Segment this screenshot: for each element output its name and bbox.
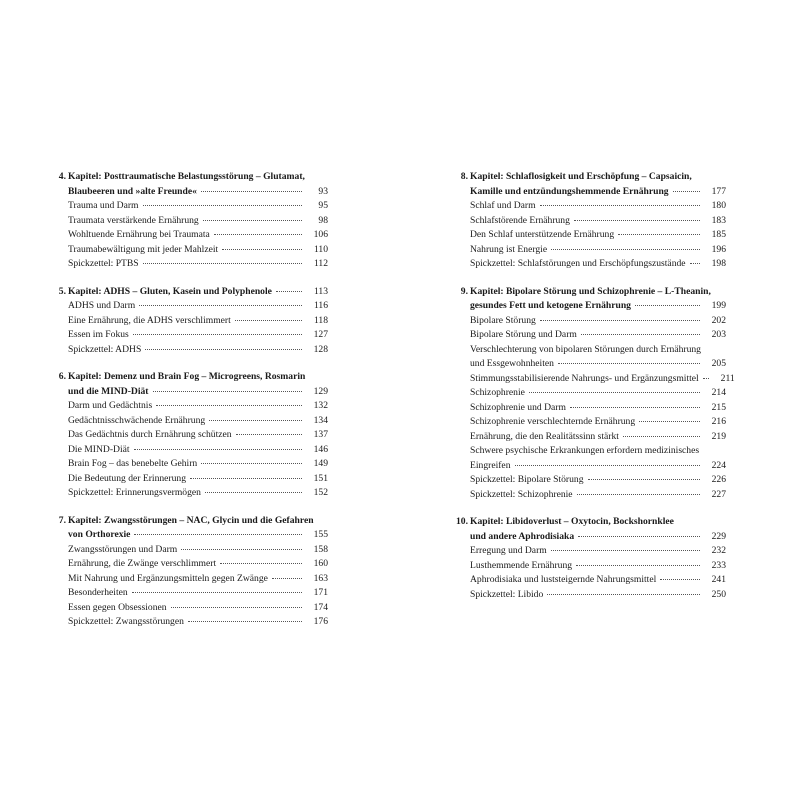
chapter-title: Kapitel: Schlaflosigkeit und Erschöpfung – Capsaicin, <box>470 171 692 182</box>
entry-title: Spickzettel: Schizophrenie <box>470 488 573 500</box>
toc-entry[interactable] <box>56 328 328 343</box>
toc-entry[interactable] <box>454 444 726 459</box>
toc-entry[interactable] <box>454 257 726 272</box>
page-number: 215 <box>711 401 726 413</box>
dot-leader <box>205 492 302 493</box>
toc-entry[interactable] <box>454 243 726 258</box>
page-number: 232 <box>711 545 726 556</box>
page-number: 250 <box>711 588 726 600</box>
toc-entry[interactable] <box>454 328 726 343</box>
page-number: 151 <box>313 472 328 484</box>
page-number: 219 <box>711 430 726 442</box>
chapter-heading-line[interactable] <box>56 528 328 543</box>
chapter-number: 5. <box>58 285 66 297</box>
entry-title: Zwangsstörungen und Darm <box>68 543 178 555</box>
dot-leader <box>133 334 302 335</box>
chapter-title: gesundes Fett und ketogene Ernährung <box>470 300 631 311</box>
toc-entry[interactable] <box>454 401 726 416</box>
dot-leader <box>132 592 302 593</box>
entry-title: Ernährung, die den Realitätssinn stärkt <box>470 430 619 442</box>
page-number: 176 <box>313 616 328 627</box>
entry-title: Schizophrenie verschlechternde Ernährung <box>470 416 636 427</box>
dot-leader <box>660 579 700 580</box>
dot-leader <box>236 434 302 435</box>
dot-leader <box>578 536 700 537</box>
dot-leader <box>576 565 700 566</box>
page-number: 229 <box>711 530 726 542</box>
toc-entry[interactable] <box>56 486 328 501</box>
toc-chapter <box>454 285 735 503</box>
entry-title: Erregung und Darm <box>470 545 547 556</box>
dot-leader <box>551 550 700 551</box>
page-number: 113 <box>313 285 328 297</box>
dot-leader <box>635 305 700 306</box>
page-number: 98 <box>318 214 328 226</box>
dot-leader <box>153 391 303 392</box>
chapter-title: Kamille und entzündungshemmende Ernährung <box>470 185 669 197</box>
dot-leader <box>690 263 700 264</box>
toc-entry[interactable] <box>454 588 726 603</box>
page-number: 116 <box>313 300 328 311</box>
entry-title: Nahrung ist Energie <box>470 243 548 255</box>
entry-title: Traumabewältigung mit jeder Mahlzeit <box>68 243 219 255</box>
chapter-number: 10. <box>456 516 468 527</box>
toc-chapter <box>56 170 328 272</box>
toc-entry[interactable] <box>454 573 726 588</box>
chapter-heading-line[interactable] <box>454 170 726 185</box>
page-number: 146 <box>313 443 328 455</box>
entry-title: Eingreifen <box>470 459 511 471</box>
dot-leader <box>551 249 700 250</box>
dot-leader <box>222 249 302 250</box>
page-number: 241 <box>711 574 726 585</box>
entry-title: Verschlechterung von bipolaren Störungen durch Ernährung <box>470 343 701 355</box>
page-number: 152 <box>313 487 328 498</box>
entry-title: Schizophrenie <box>470 387 525 398</box>
dot-leader <box>588 479 700 480</box>
chapter-heading-line[interactable] <box>454 515 726 530</box>
chapter-title: Kapitel: Demenz und Brain Fog – Microgreens, Rosmarin <box>68 371 306 382</box>
page-number: 177 <box>711 185 726 197</box>
toc-right-column <box>454 170 735 615</box>
page-number: 233 <box>711 559 726 571</box>
toc-entry[interactable] <box>454 372 735 387</box>
entry-title: Brain Fog – das benebelte Gehirn <box>68 458 198 469</box>
toc-entry[interactable] <box>56 228 328 243</box>
page-number: 128 <box>313 343 328 355</box>
page-number: 226 <box>711 474 726 485</box>
page-number: 106 <box>313 229 328 240</box>
page-number: 127 <box>313 329 328 340</box>
toc-entry[interactable] <box>56 601 328 616</box>
page-number: 110 <box>313 243 328 255</box>
toc-entry[interactable] <box>454 415 726 430</box>
chapter-number: 6. <box>58 371 66 382</box>
dot-leader <box>703 378 709 379</box>
page-number: 199 <box>711 300 726 311</box>
toc-chapter <box>56 514 328 630</box>
dot-leader <box>145 349 302 350</box>
chapter-heading-line[interactable] <box>56 385 328 400</box>
page-number: 95 <box>318 200 328 211</box>
chapter-number: 4. <box>58 171 66 182</box>
dot-leader <box>156 405 302 406</box>
entry-title: Schlafstörende Ernährung <box>470 214 570 226</box>
page-number: 180 <box>711 200 726 211</box>
dot-leader <box>570 407 700 408</box>
entry-title: und Essgewohnheiten <box>470 358 554 369</box>
chapter-number: 9. <box>460 285 468 297</box>
toc-entry[interactable] <box>56 586 328 601</box>
dot-leader <box>201 463 302 464</box>
dot-leader <box>209 420 302 421</box>
dot-leader <box>639 421 700 422</box>
page-number: 214 <box>711 387 726 398</box>
page-number: 198 <box>711 258 726 269</box>
entry-title: Schlaf und Darm <box>470 200 536 211</box>
entry-title: Die Bedeutung der Erinnerung <box>68 472 187 484</box>
dot-leader <box>540 320 700 321</box>
page-number: 205 <box>711 358 726 369</box>
entry-title: Essen gegen Obsessionen <box>68 601 167 613</box>
toc-entry[interactable] <box>56 443 328 458</box>
entry-title: Die MIND-Diät <box>68 443 130 455</box>
chapter-title: Kapitel: Zwangsstörungen – NAC, Glycin und die Gefahren <box>68 514 314 526</box>
toc-entry[interactable] <box>454 199 726 214</box>
chapter-heading-line[interactable] <box>56 370 328 385</box>
chapter-title: Blaubeeren und »alte Freunde« <box>68 185 197 197</box>
entry-title: Besonderheiten <box>68 587 128 598</box>
entry-title: Ernährung, die Zwänge verschlimmert <box>68 558 217 569</box>
entry-title: Bipolare Störung und Darm <box>470 329 577 340</box>
toc-entry[interactable] <box>56 214 328 229</box>
dot-leader <box>558 363 700 364</box>
dot-leader <box>201 191 302 192</box>
chapter-number: 8. <box>460 171 468 182</box>
dot-leader <box>214 234 302 235</box>
toc-entry[interactable] <box>454 386 726 401</box>
dot-leader <box>673 191 700 192</box>
toc-entry[interactable] <box>454 430 726 445</box>
entry-title: Spickzettel: Schlafstörungen und Erschöpfungszustände <box>470 258 686 269</box>
toc-entry[interactable] <box>454 544 726 559</box>
toc-entry[interactable] <box>454 343 726 358</box>
toc-entry[interactable] <box>56 472 328 487</box>
chapter-heading-line[interactable] <box>56 285 328 300</box>
dot-leader <box>203 220 302 221</box>
dot-leader <box>577 494 700 495</box>
chapter-title: Kapitel: Bipolare Störung und Schizophrenie – L-Theanin, <box>470 285 711 297</box>
toc-chapter <box>454 170 726 272</box>
dot-leader <box>529 392 700 393</box>
chapter-number: 7. <box>58 514 66 526</box>
chapter-heading-line[interactable] <box>454 285 726 300</box>
dot-leader <box>272 578 302 579</box>
page-number: 185 <box>711 229 726 240</box>
dot-leader <box>171 607 302 608</box>
toc-entry[interactable] <box>56 257 328 272</box>
page-number: 118 <box>313 314 328 326</box>
chapter-title: und die MIND-Diät <box>68 385 149 397</box>
dot-leader <box>547 594 700 595</box>
page-number: 137 <box>313 429 328 440</box>
page-number: 202 <box>711 314 726 326</box>
toc-entry[interactable] <box>454 214 726 229</box>
toc-entry[interactable] <box>56 343 328 358</box>
toc-chapter <box>454 515 726 602</box>
toc-entry[interactable] <box>56 428 328 443</box>
page-number: 163 <box>313 572 328 584</box>
chapter-heading-line[interactable] <box>454 299 726 314</box>
page-number: 129 <box>313 385 328 397</box>
page-number: 149 <box>313 458 328 469</box>
dot-leader <box>190 478 302 479</box>
page-number: 196 <box>711 243 726 255</box>
dot-leader <box>143 205 302 206</box>
toc-entry[interactable] <box>454 559 726 574</box>
entry-title: ADHS und Darm <box>68 300 136 311</box>
page-number: 134 <box>313 414 328 426</box>
toc-entry[interactable] <box>454 473 726 488</box>
dot-leader <box>581 334 700 335</box>
toc-left-column <box>56 170 328 643</box>
entry-title: Spickzettel: ADHS <box>68 343 142 355</box>
chapter-title: und andere Aphrodisiaka <box>470 530 575 542</box>
page-number: 216 <box>711 416 726 427</box>
dot-leader <box>181 549 302 550</box>
entry-title: Das Gedächtnis durch Ernährung schützen <box>68 429 232 440</box>
entry-title: Schizophrenie und Darm <box>470 401 566 413</box>
entry-title: Traumata verstärkende Ernährung <box>68 214 199 226</box>
toc-entry[interactable] <box>454 314 726 329</box>
page-number: 211 <box>720 372 735 384</box>
page-number: 132 <box>313 400 328 411</box>
entry-title: Den Schlaf unterstützende Ernährung <box>470 229 615 240</box>
page-number: 183 <box>711 214 726 226</box>
page-number: 160 <box>313 558 328 569</box>
entry-title: Bipolare Störung <box>470 314 536 326</box>
toc-entry[interactable] <box>56 572 328 587</box>
toc-entry[interactable] <box>56 243 328 258</box>
toc-entry[interactable] <box>56 199 328 214</box>
chapter-heading-line[interactable] <box>454 185 726 200</box>
chapter-heading-line[interactable] <box>454 530 726 545</box>
entry-title: Essen im Fokus <box>68 329 129 340</box>
page-number: 93 <box>318 185 328 197</box>
entry-title: Spickzettel: Erinnerungsvermögen <box>68 487 201 498</box>
chapter-title: von Orthorexie <box>68 529 131 540</box>
dot-leader <box>540 205 700 206</box>
entry-title: Wohltuende Ernährung bei Traumata <box>68 229 210 240</box>
toc-entry[interactable] <box>56 615 328 630</box>
toc-entry[interactable] <box>56 543 328 558</box>
toc-entry[interactable] <box>56 399 328 414</box>
dot-leader <box>574 220 700 221</box>
toc-entry[interactable] <box>454 459 726 474</box>
toc-entry[interactable] <box>56 557 328 572</box>
page-number: 203 <box>711 329 726 340</box>
dot-leader <box>143 263 302 264</box>
entry-title: Spickzettel: Libido <box>470 588 544 600</box>
page-number: 171 <box>313 587 328 598</box>
dot-leader <box>188 621 302 622</box>
page-number: 174 <box>313 601 328 613</box>
chapter-heading-line[interactable] <box>56 170 328 185</box>
chapter-title: Kapitel: ADHS – Gluten, Kasein und Polyphenole <box>68 285 272 297</box>
entry-title: Spickzettel: PTBS <box>68 258 139 269</box>
entry-title: Aphrodisiaka und luststeigernde Nahrungsmittel <box>470 574 657 585</box>
chapter-heading-line[interactable] <box>56 514 328 529</box>
entry-title: Spickzettel: Zwangsstörungen <box>68 616 184 627</box>
entry-title: Trauma und Darm <box>68 200 139 211</box>
dot-leader <box>134 534 302 535</box>
dot-leader <box>276 291 302 292</box>
entry-title: Gedächtnisschwächende Ernährung <box>68 414 206 426</box>
toc-entry[interactable] <box>56 299 328 314</box>
page-number: 158 <box>313 543 328 555</box>
toc-entry[interactable] <box>454 228 726 243</box>
dot-leader <box>134 449 302 450</box>
toc-entry[interactable] <box>56 314 328 329</box>
page-number: 224 <box>711 459 726 471</box>
dot-leader <box>618 234 700 235</box>
page-number: 227 <box>711 488 726 500</box>
dot-leader <box>235 320 302 321</box>
toc-chapter <box>56 370 328 501</box>
entry-title: Spickzettel: Bipolare Störung <box>470 474 584 485</box>
chapter-heading-line[interactable] <box>56 185 328 200</box>
toc-entry[interactable] <box>454 357 726 372</box>
entry-title: Darm und Gedächtnis <box>68 400 153 411</box>
entry-title: Eine Ernährung, die ADHS verschlimmert <box>68 314 231 326</box>
entry-title: Schwere psychische Erkrankungen erfordern medizinisches <box>470 445 700 456</box>
dot-leader <box>623 436 700 437</box>
entry-title: Mit Nahrung und Ergänzungsmitteln gegen Zwänge <box>68 572 268 584</box>
entry-title: Stimmungsstabilisierende Nahrungs- und Ergänzungsmittel <box>470 372 699 384</box>
dot-leader <box>220 563 302 564</box>
toc-chapter <box>56 285 328 358</box>
dot-leader <box>139 305 302 306</box>
entry-title: Lusthemmende Ernährung <box>470 559 573 571</box>
toc-entry[interactable] <box>56 457 328 472</box>
toc-entry[interactable] <box>56 414 328 429</box>
chapter-title: Kapitel: Posttraumatische Belastungsstörung – Glutamat, <box>68 171 305 182</box>
chapter-title: Kapitel: Libidoverlust – Oxytocin, Bockshornklee <box>470 516 674 527</box>
toc-entry[interactable] <box>454 488 726 503</box>
dot-leader <box>515 465 701 466</box>
page-number: 112 <box>313 258 328 269</box>
page-number: 155 <box>313 529 328 540</box>
